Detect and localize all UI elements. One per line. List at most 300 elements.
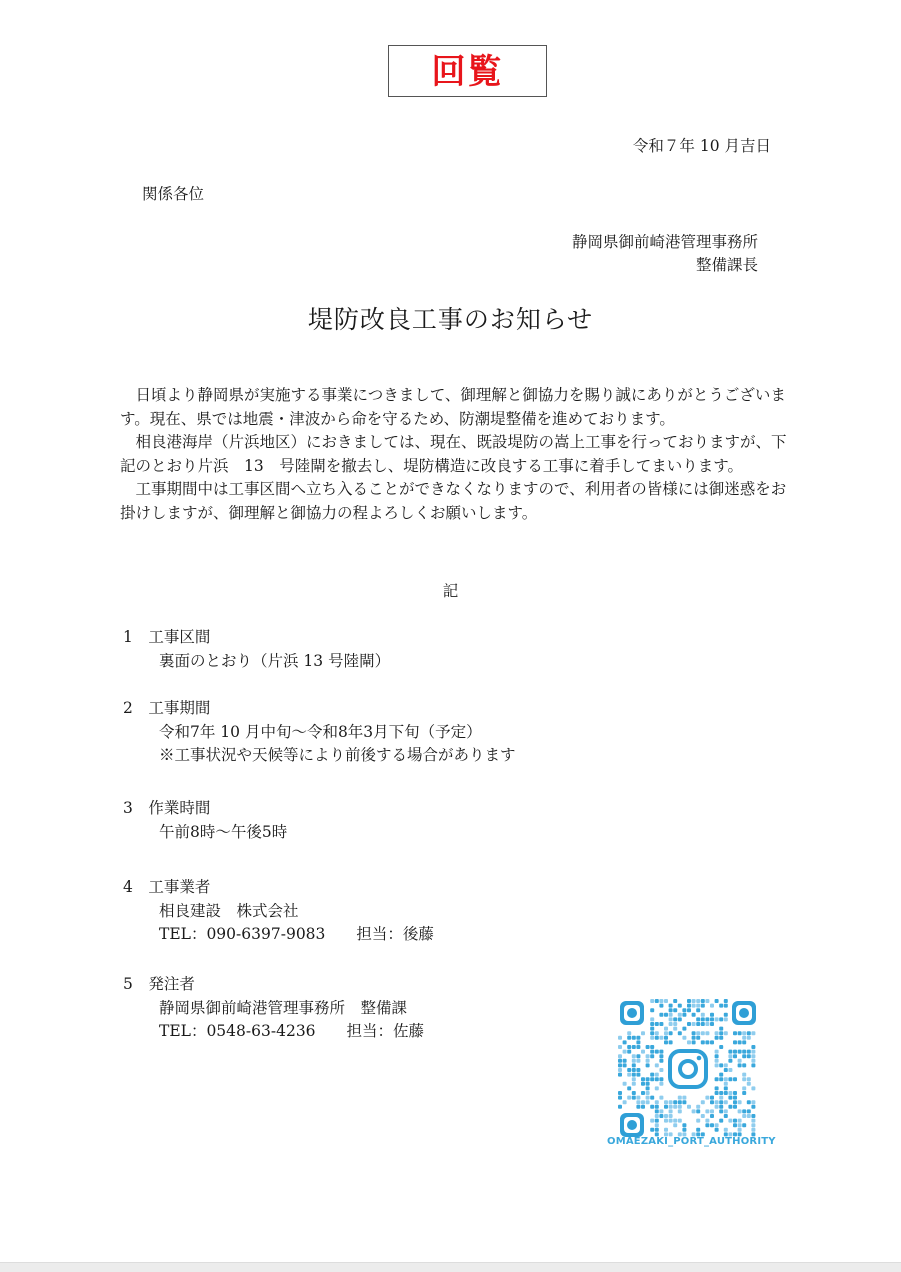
qr-module [701, 1004, 705, 1008]
qr-module [747, 1050, 751, 1054]
qr-module [733, 1100, 737, 1104]
qr-module [669, 1105, 673, 1109]
qr-module [728, 1068, 732, 1072]
qr-module [632, 1096, 636, 1100]
qr-module [705, 1119, 709, 1123]
qr-module [738, 1128, 742, 1132]
qr-module [738, 1031, 742, 1035]
qr-module [664, 1114, 668, 1118]
qr-module [673, 1105, 677, 1109]
qr-module [627, 1086, 631, 1090]
list-item-orderer [123, 973, 424, 1044]
qr-module [659, 1096, 663, 1100]
item-heading: 5 発注者 [123, 975, 195, 993]
qr-module [641, 1050, 645, 1054]
qr-module [650, 1008, 654, 1012]
qr-module [719, 1100, 723, 1104]
qr-module [747, 1100, 751, 1104]
qr-module [678, 1017, 682, 1021]
qr-module [669, 1040, 673, 1044]
qr-module [655, 1031, 659, 1035]
qr-module [655, 1105, 659, 1109]
qr-module [655, 1109, 659, 1113]
qr-module [724, 1031, 728, 1035]
item-heading: 3 作業時間 [123, 799, 211, 817]
qr-module [659, 1109, 663, 1113]
qr-module [696, 1008, 700, 1012]
qr-module [724, 1013, 728, 1017]
qr-module [669, 1004, 673, 1008]
qr-module [623, 1100, 627, 1104]
qr-module [627, 1050, 631, 1054]
qr-module [618, 1091, 622, 1095]
qr-module [646, 1100, 650, 1104]
qr-module [724, 1017, 728, 1021]
qr-module [696, 1109, 700, 1113]
qr-module [751, 1059, 755, 1063]
qr-module [669, 1031, 673, 1035]
qr-module [733, 1119, 737, 1123]
qr-module [751, 1119, 755, 1123]
qr-module [673, 1008, 677, 1012]
qr-module [724, 999, 728, 1003]
qr-module [664, 1031, 668, 1035]
qr-module [719, 1105, 723, 1109]
qr-module [719, 1073, 723, 1077]
qr-module [742, 1063, 746, 1067]
qr-module [682, 1128, 686, 1132]
qr-module [747, 1082, 751, 1086]
qr-module [618, 1096, 622, 1100]
qr-module [705, 1022, 709, 1026]
qr-module [650, 1054, 654, 1058]
qr-module [715, 1036, 719, 1040]
qr-module [669, 1013, 673, 1017]
qr-module [636, 1068, 640, 1072]
qr-module [710, 1004, 714, 1008]
qr-module [738, 1059, 742, 1063]
qr-module [636, 1036, 640, 1040]
qr-module [650, 1128, 654, 1132]
qr-module [623, 1040, 627, 1044]
qr-module [724, 1086, 728, 1090]
item-line: TEL：090-6397-9083 担当：後藤 [159, 925, 434, 943]
list-item-section [123, 626, 390, 673]
qr-module [751, 1045, 755, 1049]
qr-module [719, 1096, 723, 1100]
qr-module [655, 1036, 659, 1040]
qr-module [710, 1017, 714, 1021]
qr-module [747, 1031, 751, 1035]
qr-module [719, 1077, 723, 1081]
qr-module [646, 1096, 650, 1100]
qr-module [664, 1128, 668, 1132]
qr-module [724, 1068, 728, 1072]
qr-module [659, 1068, 663, 1072]
ki-heading: 記 [442, 582, 459, 600]
qr-module [664, 1100, 668, 1104]
list-item-hours [123, 797, 287, 844]
qr-module [673, 999, 677, 1003]
qr-module [715, 999, 719, 1003]
qr-module [687, 1008, 691, 1012]
qr-module [692, 1022, 696, 1026]
qr-module [701, 1022, 705, 1026]
qr-module [710, 1123, 714, 1127]
qr-module [751, 1086, 755, 1090]
qr-module [692, 1031, 696, 1035]
qr-module [742, 1031, 746, 1035]
qr-module [669, 1022, 673, 1026]
qr-module [705, 1040, 709, 1044]
qr-module [623, 1059, 627, 1063]
qr-module [650, 1119, 654, 1123]
qr-module [623, 1082, 627, 1086]
qr-module [715, 1017, 719, 1021]
qr-module [742, 1040, 746, 1044]
qr-module [719, 1004, 723, 1008]
qr-module [636, 1105, 640, 1109]
qr-module [751, 1063, 755, 1067]
qr-module [632, 1068, 636, 1072]
qr-module [724, 1128, 728, 1132]
qr-module [692, 1013, 696, 1017]
qr-module [705, 1096, 709, 1100]
qr-module [710, 1109, 714, 1113]
qr-module [692, 1036, 696, 1040]
qr-module [692, 999, 696, 1003]
item-heading: 4 工事業者 [123, 878, 211, 896]
qr-module [742, 1109, 746, 1113]
qr-module [742, 1073, 746, 1077]
qr-module [719, 1063, 723, 1067]
qr-module [733, 1050, 737, 1054]
qr-module [747, 1109, 751, 1113]
qr-module [669, 1008, 673, 1012]
item-line: 令和7年 10 月中旬～令和8年3月下旬（予定） [159, 722, 482, 741]
qr-module [687, 999, 691, 1003]
qr-module [646, 1082, 650, 1086]
qr-module [618, 1036, 622, 1040]
qr-module [650, 1045, 654, 1049]
qr-module [682, 1123, 686, 1127]
qr-module [715, 1128, 719, 1132]
qr-module [751, 1114, 755, 1118]
qr-module [715, 1100, 719, 1104]
qr-module [696, 1004, 700, 1008]
qr-module [646, 1086, 650, 1090]
qr-module [751, 1050, 755, 1054]
qr-module [664, 1105, 668, 1109]
qr-module [627, 1031, 631, 1035]
qr-module [655, 1123, 659, 1127]
qr-module [742, 1086, 746, 1090]
qr-module [687, 1105, 691, 1109]
qr-module [728, 1059, 732, 1063]
qr-module [733, 1091, 737, 1095]
qr-module [641, 1031, 645, 1035]
qr-module [641, 1105, 645, 1109]
qr-module [618, 1045, 622, 1049]
qr-module [650, 1096, 654, 1100]
qr-module [719, 1091, 723, 1095]
qr-module [664, 1013, 668, 1017]
qr-module [659, 1022, 663, 1026]
qr-module [728, 1050, 732, 1054]
qr-module [733, 1105, 737, 1109]
qr-module [636, 1040, 640, 1044]
qr-module [655, 999, 659, 1003]
qr-module [747, 1114, 751, 1118]
qr-module [692, 1004, 696, 1008]
qr-module [715, 1077, 719, 1081]
qr-module [687, 1040, 691, 1044]
qr-module [678, 1013, 682, 1017]
qr-module [687, 1022, 691, 1026]
qr-module [747, 1077, 751, 1081]
qr-module [733, 1096, 737, 1100]
qr-module [655, 1063, 659, 1067]
qr-module [715, 1086, 719, 1090]
qr-module [738, 1063, 742, 1067]
qr-module [715, 1031, 719, 1035]
qr-module [678, 1105, 682, 1109]
qr-finder-bottom-left [620, 1113, 644, 1137]
qr-module [738, 1119, 742, 1123]
qr-module [623, 1050, 627, 1054]
qr-module [715, 1054, 719, 1058]
qr-module [715, 1123, 719, 1127]
qr-module [701, 1100, 705, 1104]
qr-module [659, 1059, 663, 1063]
qr-module [705, 1123, 709, 1127]
qr-module [632, 1059, 636, 1063]
qr-module [724, 1082, 728, 1086]
qr-module [682, 1027, 686, 1031]
qr-module [696, 1022, 700, 1026]
qr-module [678, 1004, 682, 1008]
qr-module [627, 1036, 631, 1040]
qr-module [636, 1073, 640, 1077]
qr-module [733, 1054, 737, 1058]
qr-module [701, 1013, 705, 1017]
qr-module [751, 1054, 755, 1058]
sender-organization: 静岡県御前崎港管理事務所 [571, 233, 758, 251]
qr-module [719, 1027, 723, 1031]
qr-module [692, 1109, 696, 1113]
qr-module [742, 1114, 746, 1118]
qr-module [669, 1114, 673, 1118]
list-item-contractor [123, 876, 434, 947]
qr-module [659, 1077, 663, 1081]
qr-module [742, 1050, 746, 1054]
qr-caption: OMAEZAKI_PORT_AUTHORITY [607, 1136, 776, 1147]
qr-module [719, 1109, 723, 1113]
qr-module [659, 1054, 663, 1058]
body-paragraph: 日頃より静岡県が実施する事業につきまして、御理解と御協力を賜り誠にありがとうございます。現在、県では地震・津波から命を守るため、防潮堤整備を進めております。 [120, 386, 786, 428]
qr-module [719, 1017, 723, 1021]
qr-module [618, 1105, 622, 1109]
qr-module [669, 1109, 673, 1113]
qr-module [705, 999, 709, 1003]
qr-module [696, 1105, 700, 1109]
qr-module [636, 1045, 640, 1049]
qr-module [724, 1063, 728, 1067]
qr-module [705, 1017, 709, 1021]
sender-role: 整備課長 [695, 256, 758, 274]
qr-module [701, 999, 705, 1003]
qr-module [751, 1128, 755, 1132]
qr-module [719, 1036, 723, 1040]
qr-module [738, 1050, 742, 1054]
qr-module [673, 1027, 677, 1031]
qr-code[interactable] [612, 985, 767, 1155]
qr-module [719, 1045, 723, 1049]
qr-module [646, 1059, 650, 1063]
qr-module [659, 1036, 663, 1040]
qr-module [733, 1123, 737, 1127]
qr-module [682, 1100, 686, 1104]
qr-module [632, 1077, 636, 1081]
qr-module [678, 1109, 682, 1113]
qr-module [728, 1077, 732, 1081]
qr-module [724, 1091, 728, 1095]
qr-module [738, 1100, 742, 1104]
qr-module [705, 1109, 709, 1113]
qr-module [664, 1027, 668, 1031]
qr-module [715, 1050, 719, 1054]
qr-module [724, 1114, 728, 1118]
qr-module [710, 1100, 714, 1104]
qr-module [655, 1077, 659, 1081]
qr-module [728, 1096, 732, 1100]
qr-module [673, 1123, 677, 1127]
qr-module [618, 1059, 622, 1063]
qr-module [650, 1022, 654, 1026]
qr-module [682, 1096, 686, 1100]
qr-module [687, 1004, 691, 1008]
qr-module [618, 1068, 622, 1072]
qr-module [646, 1045, 650, 1049]
qr-module [678, 1100, 682, 1104]
qr-module [659, 1082, 663, 1086]
qr-module [701, 1017, 705, 1021]
qr-module [738, 1109, 742, 1113]
qr-module [650, 1077, 654, 1081]
qr-module [655, 1128, 659, 1132]
qr-module [655, 1050, 659, 1054]
qr-module [719, 1119, 723, 1123]
qr-module [747, 1054, 751, 1058]
qr-module [636, 1100, 640, 1104]
qr-module [696, 1119, 700, 1123]
qr-module [705, 1031, 709, 1035]
qr-module [632, 1082, 636, 1086]
qr-module [673, 1022, 677, 1026]
qr-module [632, 1054, 636, 1058]
qr-module [710, 1040, 714, 1044]
qr-module [715, 1105, 719, 1109]
qr-module [650, 1050, 654, 1054]
qr-module [678, 1119, 682, 1123]
body-paragraph: 相良港海岸（片浜地区）におきましては、現在、既設堤防の嵩上工事を行っておりますが、下記のとおり片浜 13 号陸閘を撤去し、堤防構造に改良する工事に着手してまいります。 [120, 433, 787, 475]
qr-module [733, 1040, 737, 1044]
qr-module [728, 1054, 732, 1058]
item-line: ※工事状況や天候等により前後する場合があります [159, 746, 516, 764]
item-line: 午前8時～午後5時 [159, 822, 288, 841]
qr-finder-top-right [732, 1001, 756, 1025]
qr-module [669, 1119, 673, 1123]
qr-module [664, 999, 668, 1003]
qr-module [696, 1036, 700, 1040]
qr-module [742, 1123, 746, 1127]
qr-module [742, 1036, 746, 1040]
qr-module [632, 1091, 636, 1095]
qr-module [632, 1036, 636, 1040]
item-line: 相良建設 株式会社 [159, 901, 299, 920]
qr-module [641, 1077, 645, 1081]
qr-module [618, 1054, 622, 1058]
qr-module [751, 1105, 755, 1109]
item-line: 裏面のとおり（片浜 13 号陸閘） [159, 651, 391, 670]
qr-module [646, 1063, 650, 1067]
qr-module [659, 1050, 663, 1054]
qr-module [632, 1045, 636, 1049]
qr-module [632, 1063, 636, 1067]
qr-module [659, 999, 663, 1003]
qr-module [696, 1031, 700, 1035]
qr-module [636, 1059, 640, 1063]
qr-module [636, 1096, 640, 1100]
qr-module [655, 1114, 659, 1118]
qr-module [669, 1100, 673, 1104]
qr-module [710, 1013, 714, 1017]
item-line: TEL：0548-63-4236 担当：佐藤 [159, 1022, 425, 1040]
item-heading: 1 工事区間 [123, 628, 211, 646]
qr-module [701, 1031, 705, 1035]
qr-module [632, 1073, 636, 1077]
qr-module [742, 1054, 746, 1058]
qr-module [710, 1022, 714, 1026]
qr-module [650, 1031, 654, 1035]
qr-module [701, 1040, 705, 1044]
qr-module [692, 1040, 696, 1044]
qr-module [650, 1073, 654, 1077]
qr-module [715, 1059, 719, 1063]
qr-module [733, 1077, 737, 1081]
qr-module [659, 1013, 663, 1017]
addressee: 関係各位 [142, 185, 205, 203]
qr-module [701, 1114, 705, 1118]
qr-module [724, 1004, 728, 1008]
list-item-period [123, 697, 516, 768]
circulation-stamp: 回覧 [388, 45, 547, 97]
qr-module [715, 1063, 719, 1067]
issue-date: 令和７年 10 月吉日 [632, 137, 771, 155]
qr-module [664, 1119, 668, 1123]
qr-module [710, 1096, 714, 1100]
body-text [120, 384, 790, 525]
qr-module [682, 1008, 686, 1012]
qr-module [646, 1077, 650, 1081]
qr-module [728, 1119, 732, 1123]
qr-module [696, 999, 700, 1003]
qr-module [733, 1031, 737, 1035]
qr-module [641, 1091, 645, 1095]
qr-module [650, 1036, 654, 1040]
qr-module [742, 1077, 746, 1081]
qr-module [728, 1105, 732, 1109]
